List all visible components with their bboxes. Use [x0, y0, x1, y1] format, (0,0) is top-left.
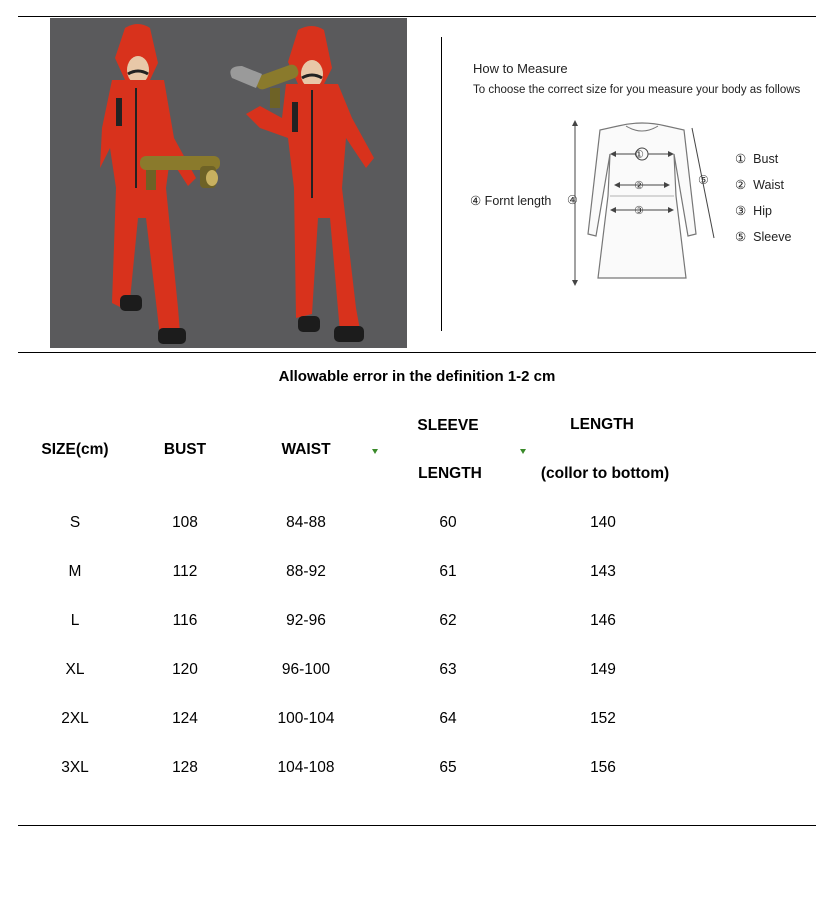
hip-marker: ③ — [634, 204, 644, 217]
measure-title: How to Measure — [473, 61, 568, 76]
header-sleeve-line1: SLEEVE — [417, 417, 479, 434]
bust-marker: ① — [634, 148, 644, 161]
green-tick-mark — [372, 449, 378, 454]
cell-size: S — [69, 514, 81, 531]
photo-separator — [441, 37, 442, 331]
cell-length: 140 — [590, 514, 616, 531]
front-length-label: ④ Fornt length — [470, 194, 552, 208]
product-photo — [50, 18, 407, 348]
cell-sleeve: 62 — [439, 612, 457, 629]
middle-divider — [18, 352, 816, 353]
header-size: SIZE(cm) — [41, 441, 109, 458]
cell-length: 156 — [590, 759, 616, 776]
front-length-marker: ④ — [567, 193, 578, 207]
cell-waist: 92-96 — [286, 612, 326, 629]
measurement-diagram — [470, 112, 820, 297]
cell-waist: 88-92 — [286, 563, 326, 580]
cell-bust: 120 — [172, 661, 198, 678]
cell-length: 143 — [590, 563, 616, 580]
cell-bust: 124 — [172, 710, 198, 727]
cell-size: M — [68, 563, 82, 580]
measure-subtitle: To choose the correct size for you measure your body as follows — [473, 84, 801, 96]
cell-waist: 104-108 — [277, 759, 335, 776]
cell-size: L — [70, 612, 80, 629]
legend-item: ⑤ Sleeve — [735, 230, 792, 244]
cell-bust: 112 — [172, 563, 198, 580]
measure-legend — [735, 146, 791, 250]
cell-sleeve: 60 — [439, 514, 457, 531]
cell-waist: 96-100 — [281, 661, 331, 678]
cell-length: 152 — [590, 710, 616, 727]
cell-sleeve: 63 — [439, 661, 457, 678]
cell-waist: 84-88 — [286, 514, 326, 531]
bottom-divider — [18, 825, 816, 826]
legend-item: ① Bust — [735, 152, 779, 166]
table-title: Allowable error in the definition 1-2 cm — [278, 368, 556, 385]
green-tick-mark — [520, 449, 526, 454]
top-divider — [18, 16, 816, 17]
legend-item: ③ Hip — [735, 204, 772, 218]
cell-bust: 116 — [172, 612, 198, 629]
cell-length: 146 — [590, 612, 616, 629]
cell-length: 149 — [590, 661, 616, 678]
header-length-line2: (collor to bottom) — [540, 465, 670, 482]
legend-item: ② Waist — [735, 178, 784, 192]
cell-waist: 100-104 — [277, 710, 335, 727]
cell-size: 3XL — [61, 759, 89, 776]
costume-figures-illustration — [50, 18, 407, 348]
header-sleeve-line2: LENGTH — [418, 465, 482, 482]
cell-sleeve: 64 — [439, 710, 457, 727]
cell-size: XL — [65, 661, 85, 678]
cell-bust: 108 — [172, 514, 198, 531]
sleeve-marker: ⑤ — [698, 173, 709, 187]
waist-marker: ② — [634, 179, 644, 192]
cell-bust: 128 — [172, 759, 198, 776]
header-waist: WAIST — [281, 441, 331, 458]
header-bust: BUST — [163, 441, 207, 458]
cell-size: 2XL — [61, 710, 89, 727]
cell-sleeve: 65 — [439, 759, 457, 776]
figure-right — [246, 26, 374, 342]
header-length-line1: LENGTH — [570, 416, 634, 433]
cell-sleeve: 61 — [439, 563, 457, 580]
